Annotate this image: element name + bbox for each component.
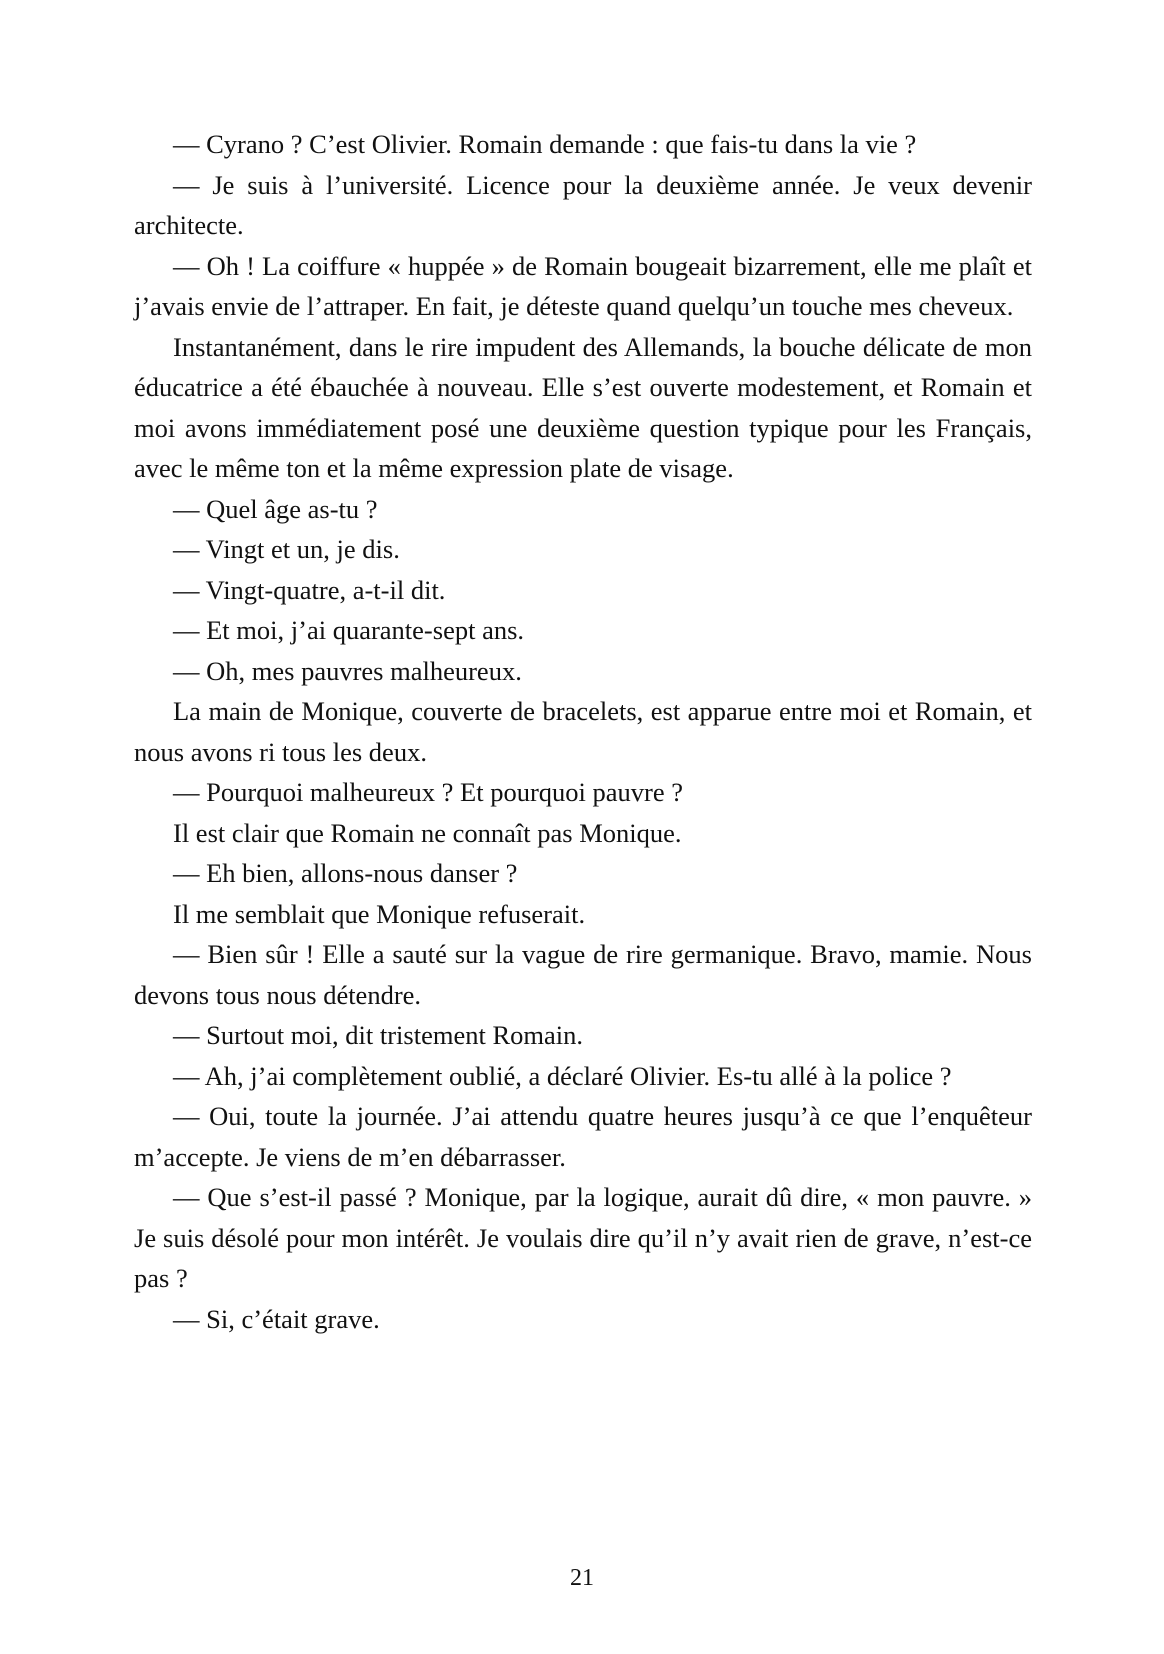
paragraph: — Oh ! La coiffure « huppée » de Romain bougeait bizarrement, elle me plaît et j’avais envie de l’attraper. En fait, je déteste quand quelqu’un touche mes cheveux. [134,250,1032,321]
paragraph: — Pourquoi malheureux ? Et pourquoi pauvre ? [173,777,683,807]
paragraph: La main de Monique, couverte de bracelets, est apparue entre moi et Romain, et nous avons ri tous les deux. [134,696,1032,767]
paragraph: — Vingt et un, je dis. [173,534,400,564]
paragraph: Il est clair que Romain ne connaît pas Monique. [173,817,682,848]
paragraph: — Surtout moi, dit tristement Romain. [173,1020,583,1050]
page-number: 21 [570,1565,594,1591]
paragraph: — Que s’est-il passé ? Monique, par la logique, aurait dû dire, « mon pauvre. » Je suis désolé pour mon intérêt. Je voulais dire qu’il n’y avait rien de grave, n’est-ce pas ? [134,1182,1032,1293]
body-text [134,124,1032,1339]
paragraph: Instantanément, dans le rire impudent des Allemands, la bouche délicate de mon éducatrice a été ébauchée à nouveau. Elle s’est ouverte modestement, et Romain et moi avons immédiatement posé une deuxième question typique pour les Français, avec le même ton et la même expression plate de visage. [134,331,1032,483]
paragraph: — Je suis à l’université. Licence pour la deuxième année. Je veux devenir architecte. [134,169,1032,240]
paragraph: — Oui, toute la journée. J’ai attendu quatre heures jusqu’à ce que l’enquêteur m’accepte. Je viens de m’en débarrasser. [134,1101,1032,1172]
paragraph: — Bien sûr ! Elle a sauté sur la vague de rire germanique. Bravo, mamie. Nous devons tous nous détendre. [134,939,1032,1010]
paragraph: — Eh bien, allons-nous danser ? [173,858,518,888]
paragraph: — Si, c’était grave. [173,1303,380,1334]
paragraph: — Et moi, j’ai quarante-sept ans. [173,615,525,645]
paragraph: — Vingt-quatre, a-t-il dit. [173,574,446,605]
paragraph: — Ah, j’ai complètement oublié, a déclaré Olivier. Es-tu allé à la police ? [173,1060,952,1091]
paragraph: — Oh, mes pauvres malheureux. [173,655,522,686]
paragraph: — Cyrano ? C’est Olivier. Romain demande : que fais-tu dans la vie ? [173,129,917,159]
paragraph: Il me semblait que Monique refuserait. [173,898,586,929]
paragraph: — Quel âge as-tu ? [173,493,378,524]
